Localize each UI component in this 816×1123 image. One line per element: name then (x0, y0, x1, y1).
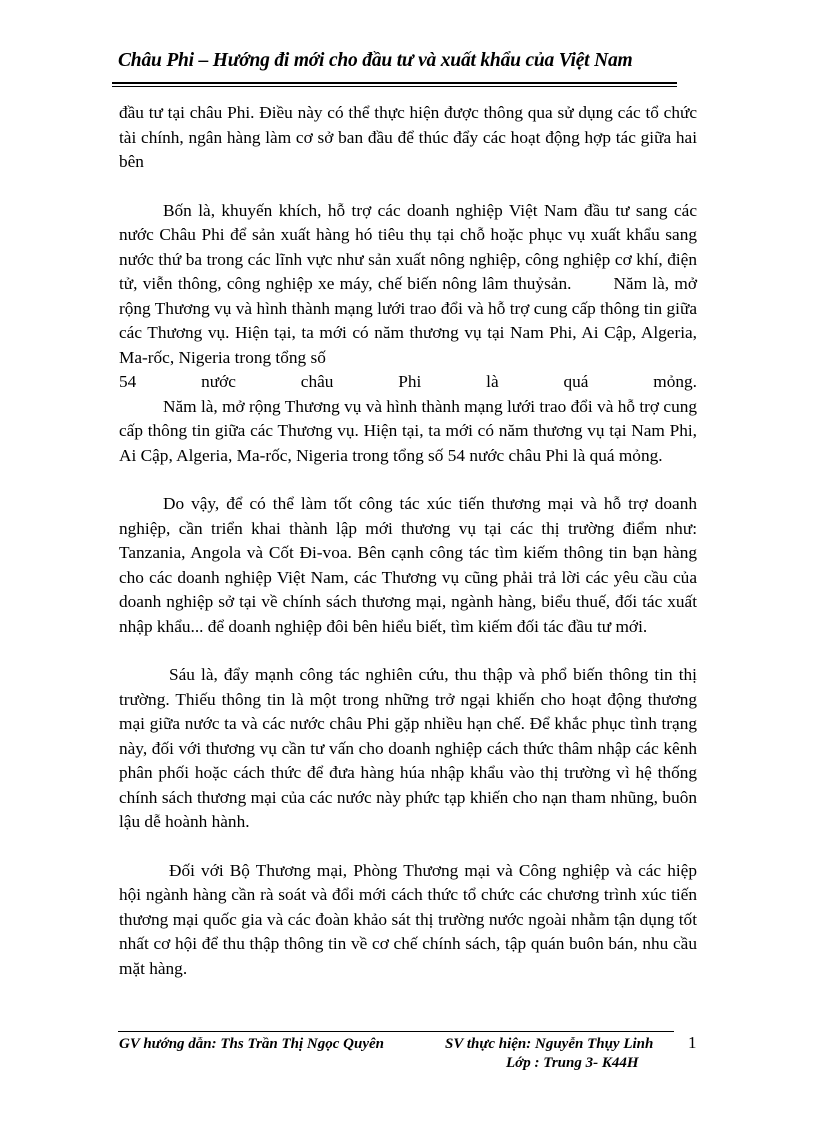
footer-student: SV thực hiện: Nguyễn Thụy Linh (445, 1036, 654, 1052)
header-rule (112, 82, 677, 84)
paragraph-bon-la (119, 199, 697, 395)
footer-advisor: GV hướng dẫn: Ths Trần Thị Ngọc Quyên (119, 1036, 384, 1052)
paragraph-sau-la: Sáu là, đẩy mạnh công tác nghiên cứu, thu thập và phổ biến thông tin thị trường. Thiếu thông tin là một trong những trở ngại khiến cho hoạt động thương mại giữa nước ta và các nước châu Phi gặp nhiều hạn chế. Để khắc phục tình trạng này, đối với thương vụ cần tư vấn cho doanh nghiệp cách thức thâm nhập các kênh phân phối hoặc cách thức để đưa hàng húa nhập khẩu vào thị trường vì hệ thống chính sách thương mại của các nước này phức tạp khiến cho nạn tham nhũng, buôn lậu dễ hoành hành. (119, 665, 697, 831)
paragraph-continuation: đầu tư tại châu Phi. Điều này có thể thực hiện được thông qua sử dụng các tổ chức tài chính, ngân hàng làm cơ sở ban đầu để thúc đẩy các hoạt động hợp tác giữa hai bên (119, 103, 697, 171)
header-rule-thin (112, 86, 677, 87)
paragraph-bon-la-text: Bốn là, khuyến khích, hỗ trợ các doanh nghiệp Việt Nam đầu tư sang các nước Châu Phi để sản xuất hàng hó tiêu thụ tại chỗ hoặc phục vụ xuất khẩu sang nước thứ ba trong các lĩnh vực như sản xuất nông nghiệp, công nghiệp cơ khí, điện tử, viễn thông, công nghiệp xe máy, chế biến nông lâm thuỷsản. (119, 200, 697, 293)
page-number: 1 (688, 1033, 697, 1052)
paragraph-nam-la: Năm là, mở rộng Thương vụ và hình thành mạng lưới trao đổi và hỗ trợ cung cấp thông tin giữa các Thương vụ. Hiện tại, ta mới có năm thương vụ tại Nam Phi, Ai Cập, Algeria, Ma-rốc, Nigeria trong tổng số 54 nước châu Phi là quá mỏng. (119, 396, 697, 465)
document-body (119, 101, 697, 981)
paragraph-bo-thuong-mai: Đối với Bộ Thương mại, Phòng Thương mại và Công nghiệp và các hiệp hội ngành hàng cần rà soát và đổi mới cách thức tổ chức các chương trình xúc tiến thương mại quốc gia và các đoàn khảo sát thị trường nước ngoài nhằm tận dụng tốt nhất cơ hội để thu thập thông tin về cơ chế chính sách, tập quán buôn bán, nhu cầu mặt hàng. (119, 860, 697, 978)
running-header-title: Châu Phi – Hướng đi mới cho đầu tư và xuất khẩu của Việt Nam (118, 50, 633, 71)
footer-class: Lớp : Trung 3- K44H (506, 1055, 639, 1071)
paragraph-nam-la-inline: Năm là, mở rộng Thương vụ và hình thành mạng lưới trao đổi và hỗ trợ cung cấp thông tin giữa các Thương vụ. Hiện tại, ta mới có năm thương vụ tại Nam Phi, Ai Cập, Algeria, Ma-rốc, Nigeria trong tổng số (119, 274, 698, 367)
paragraph-do-vay: Do vậy, để có thể làm tốt công tác xúc tiến thương mại và hỗ trợ doanh nghiệp, cần triển khai thành lập mới thương vụ tại các thị trường điểm như: Tanzania, Angola và Cốt Đi-voa. Bên cạnh công tác tìm kiếm thông tin bạn hàng cho các doanh nghiệp Việt Nam, các Thương vụ cũng phải trả lời các yêu cầu của doanh nghiệp sở tại về chính sách thương mại, ngành hàng, biểu thuế, đối tác xuất nhập khẩu... để doanh nghiệp đôi bên hiểu biết, tìm kiếm đối tác đầu tư mới. (119, 494, 697, 636)
paragraph-nam-la-tail: 54 nước châu Phi là quá mỏng. (119, 372, 697, 391)
footer-rule (118, 1031, 674, 1032)
